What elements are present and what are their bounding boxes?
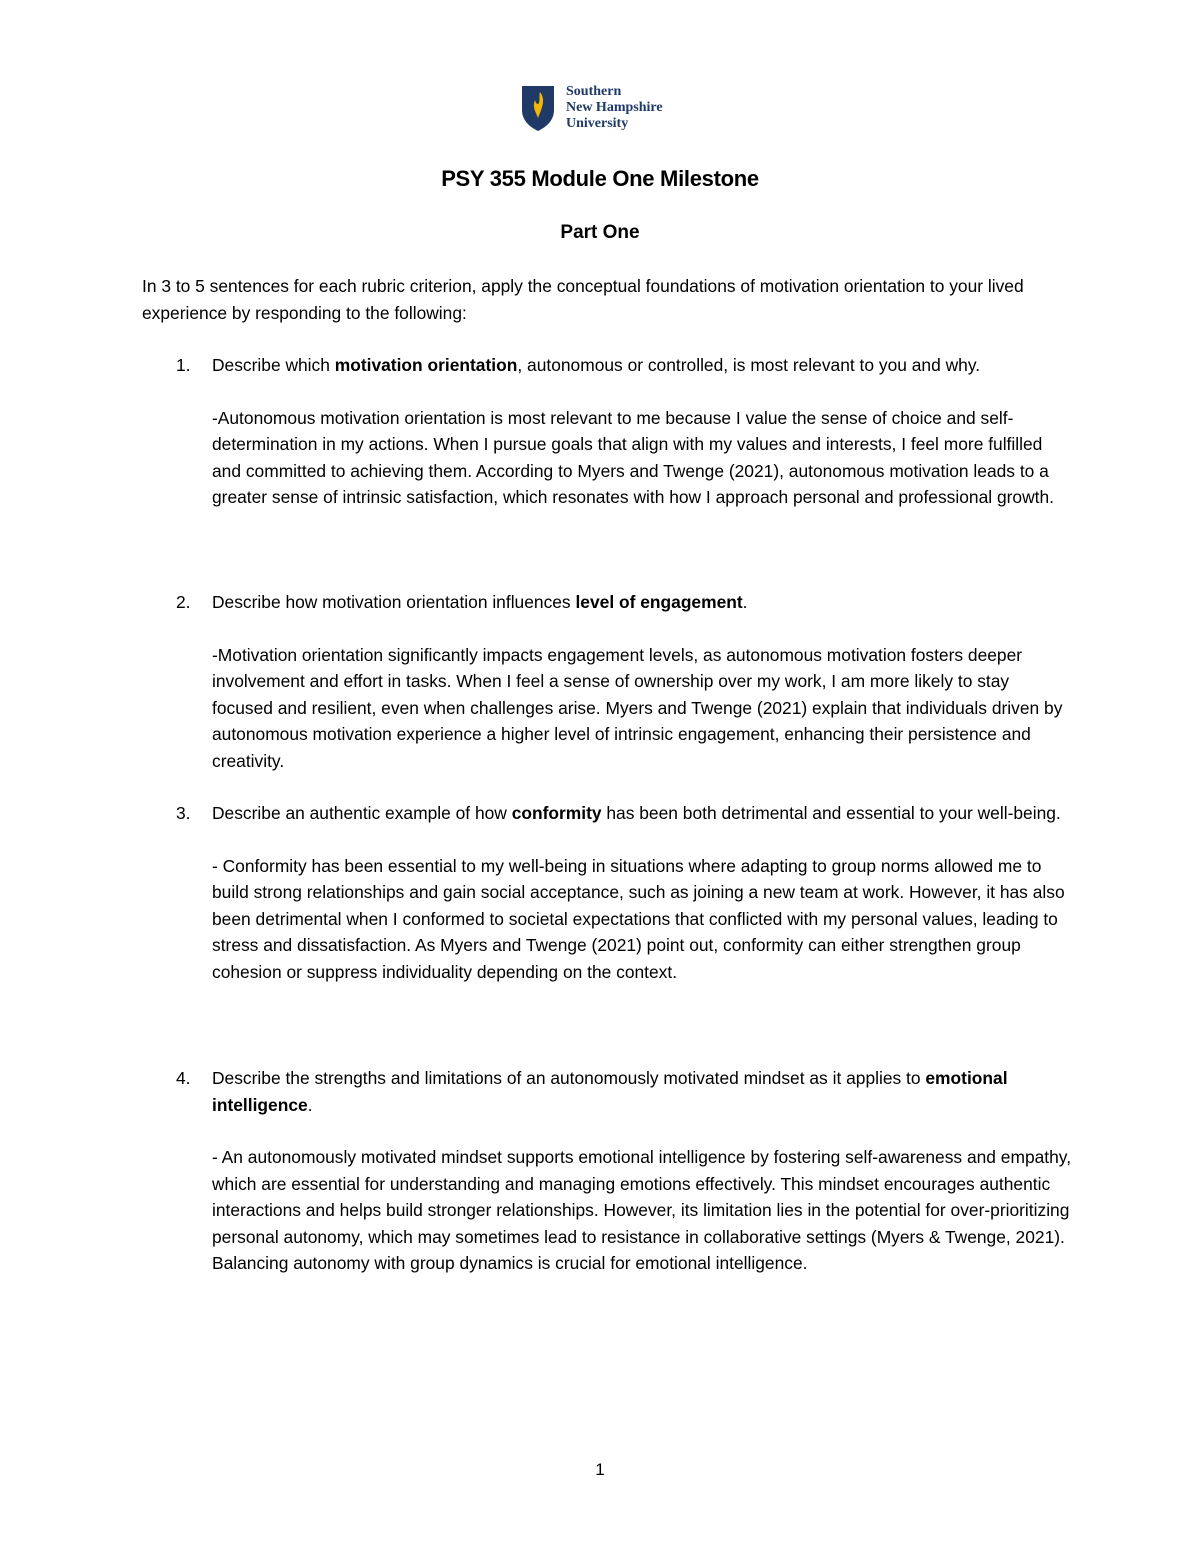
logo-line: Southern — [566, 84, 622, 99]
intro-paragraph: In 3 to 5 sentences for each rubric criterion, apply the conceptual foundations of motivation orientation to your lived experience by responding to the following: — [142, 276, 1024, 323]
item-number: 1. — [176, 355, 191, 375]
item-number: 4. — [176, 1068, 191, 1088]
item-answer: -Motivation orientation significantly impacts engagement levels, as autonomous motivation fosters deeper involvement and effort in tasks. When I feel a sense of ownership over my work, I am more likely to stay focused and resilient, even when challenges arise. Myers and Twenge (2021) explain that individuals driven by autonomous motivation experience a higher level of intrinsic engagement, enhancing their persistence and creativity. — [212, 644, 1063, 771]
item-prompt: Describe the strengths and limitations of an autonomously motivated mindset as it applies to emotional intelligence. — [212, 1068, 1008, 1115]
item-prompt: Describe how motivation orientation influences level of engagement. — [212, 592, 748, 612]
item-answer: - An autonomously motivated mindset supports emotional intelligence by fostering self-awareness and empathy, which are essential for understanding and managing emotions effectively. This mindset encourages authentic interactions and helps build stronger relationships. However, its limitation lies in the potential for over-prioritizing personal autonomy, which may sometimes lead to resistance in collaborative settings (Myers & Twenge, 2021). Balancing autonomy with group dynamics is crucial for emotional intelligence. — [212, 1147, 1072, 1273]
prompt-keyword: motivation orientation — [334, 355, 518, 375]
prompt-keyword: level of engagement — [575, 592, 743, 612]
list-item — [142, 800, 1072, 985]
list-item — [142, 1065, 1072, 1277]
prompt-keyword: conformity — [511, 803, 602, 823]
document-title: PSY 355 Module One Milestone — [441, 166, 759, 191]
item-number: 3. — [176, 803, 191, 823]
item-answer: -Autonomous motivation orientation is most relevant to me because I value the sense of choice and self-determination in my actions. When I pursue goals that align with my values and interests, I feel more fulfilled and committed to achieving them. According to Myers and Twenge (2021), autonomous motivation leads to a greater sense of intrinsic satisfaction, which resonates with how I approach personal and professional growth. — [212, 407, 1054, 507]
item-number: 2. — [176, 592, 191, 612]
page-number: 1 — [595, 1460, 605, 1479]
section-heading: Part One — [560, 222, 640, 243]
prompt-keyword: emotional intelligence — [212, 1068, 1008, 1115]
shield-flame-icon — [520, 84, 556, 132]
list-item — [142, 589, 1072, 774]
university-logo — [520, 84, 690, 134]
logo-line: New Hampshire — [566, 100, 663, 115]
item-prompt: Describe which motivation orientation, autonomous or controlled, is most relevant to you and why. — [212, 355, 981, 375]
list-item — [142, 352, 1072, 511]
logo-line: University — [566, 116, 629, 131]
item-answer: - Conformity has been essential to my well-being in situations where adapting to group norms allowed me to build strong relationships and gain social acceptance, such as joining a new team at work. However, it has also been detrimental when I conformed to societal expectations that conflicted with my personal values, leading to stress and dissatisfaction. As Myers and Twenge (2021) point out, conformity can either strengthen group cohesion or suppress individuality depending on the context. — [212, 855, 1065, 982]
item-prompt: Describe an authentic example of how conformity has been both detrimental and essential to your well-being. — [212, 803, 1061, 823]
logo-wordmark — [566, 84, 663, 132]
